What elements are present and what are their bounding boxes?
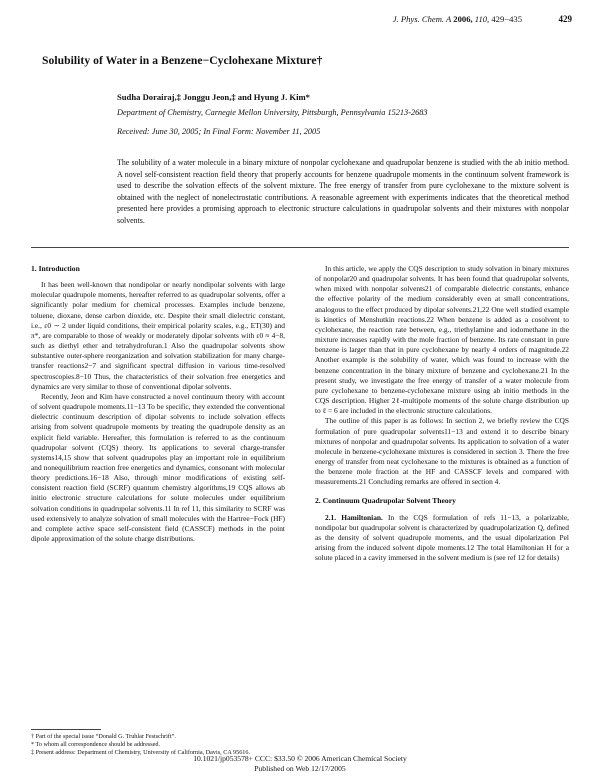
received-dates: Received: June 30, 2005; In Final Form: November 11, 2005 [117,127,321,136]
right-column [315,264,569,563]
journal-volume: 110, [474,14,490,24]
journal-year: 2006, [453,14,473,24]
doi-line: 10.1021/jp053578+ CCC: $33.50 © 2006 American Chemical Society [193,754,407,763]
journal-citation [393,14,522,24]
footnote: † Part of the special issue “Donald G. Truhlar Festschrift”. [31,733,176,740]
subsection-heading: 2.1. Hamiltonian. [325,512,383,522]
footer-published [0,764,600,773]
paragraph: It has been well-known that nondipolar or nearly nondipolar solvents with large molecular quadrupole moments, hereafter referred to as quadrupolar solvents, offer a significantly polar medium for chemical processes. Examples include benzene, toluene, dioxane, dense carbon dioxide, etc. Despite their small dielectric constant, i.e., ε0 ∼ 2 under liquid conditions, their empirical polarity scales, e.g., ET(30) and π*, are comparable to those of weakly or moderately dipolar solvents with ε0 ≈ 4−8, such as diethyl ether and tetrahydrofuran.1 Also the quadrupolar solvents show substantive outer-sphere reorganization and solvation stabilization for many charge-transfer reactions2−7 and significant spectral diffusion in various time-resolved spectroscopies.8−10 Thus, the characteristics of their solvation free energetics and dynamics are very similar to those of conventional dipolar solvents. [31,280,285,391]
paragraph: In this article, we apply the CQS description to study solvation in binary mixtures of nonpolar20 and quadrupolar solvents. It has been found that quadrupolar solvents, when mixed with nonpolar solvents21 of comparable dielectric constants, enhance the effective polarity of the medium considerably even at small concentrations, analogous to the effect produced by dipolar solvents.21,22 One well studied example is kinetics of Menshutkin reactions.22 When benzene is added as a cosolvent to cyclohexane, the reaction rate between, e.g., triethylamine and iodomethane in the mixture increases rapidly with the mole fraction of benzene. Its rate constant in pure benzene is larger than that in pure cyclohexane by nearly 4 orders of magnitude.22 Another example is the solubility of water, which was found to increase with the benzene concentration in the binary mixture of benzene and cyclohexane.21 In the present study, we investigate the free energy of transfer of a water molecule from pure cyclohexane to benzene-cyclohexane mixture using ab initio methods in the CQS description. Higher 2ℓ-multipole moments of the solute charge distribution up to ℓ = 6 are included in the electronic structure calculations. [315,264,569,416]
running-header [0,14,600,28]
footnote-divider [31,729,101,730]
abstract: The solubility of a water molecule in a binary mixture of nonpolar cyclohexane and quadrupolar benzene is studied with the ab initio method. A novel self-consistent reaction field theory that properly accounts for benzene quadrupole moments in the continuum solvent framework is used to describe the solvation effects of the solvent mixture. The free energy of transfer from pure cyclohexane to the mixture solvent is obtained with the neglect of nonelectrostatic contributions. A reasonable agreement with experiments indicates that the theoretical method presented here provides a promising approach to electronic structure calculations in quadrupolar solvents and their mixtures with nonpolar solvents. [117,158,569,225]
affiliation: Department of Chemistry, Carnegie Mellon University, Pittsburgh, Pennsylvania 15213-2683 [117,108,428,117]
footer-doi [0,754,600,763]
published-date: Published on Web 12/17/2005 [254,764,346,773]
abstract-divider [31,247,569,248]
section-heading-introduction: 1. Introduction [31,264,80,273]
subsection-text: In the CQS formulation of refs 11−13, a polarizable, nondipolar but quadrupolar solvent is characterized by quadrupolarization Q, defined as the density of solvent quadrupole moments, and the usual dipolarization Pel arising from the induced solvent dipole moments.12 The total Hamiltonian H for a solute placed in a cavity immersed in the solvent medium is (see ref 12 for details) [315,512,569,563]
journal-pages: 429−435 [491,14,522,24]
section-heading-cqs-theory: 2. Continuum Quadrupolar Solvent Theory [315,496,456,506]
article-title: Solubility of Water in a Benzene−Cyclohexane Mixture† [42,54,323,67]
author-list: Sudha Dorairaj,‡ Jonggu Jeon,‡ and Hyung J. Kim* [117,92,310,102]
footnote: ‡ Present address: Department of Chemistry, University of California, Davis, CA 95616. [31,749,251,757]
page-number: 429 [558,14,572,24]
paragraph: Recently, Jeon and Kim have constructed a novel continuum theory with account of solvent quadrupole moments.11−13 To be specific, they extended the conventional dielectric continuum description of dipolar solvents to include solvation effects arising from solvent quadrupole moments by treating the quadrupole density as an explicit field variable. Hereafter, this formulation is referred to as the continuum quadrupolar solvent (CQS) theory. Its applications to several charge-transfer systems14,15 show that solvent quadrupoles play an important role in equilibrium and nonequilibrium reaction free energetics and dynamics, consonant with molecular theory predictions.16−18 Also, through minor modifications of existing self-consistent reaction field (SCRF) quantum chemistry algorithms,19 CQS allows ab initio electronic structure calculations for solute molecules under equilibrium solvation conditions in quadrupolar solvents.11 In ref 11, this similarity to SCRF was used extensively to analyze solvation of small molecules with the Hartree−Fock (HF) and complete active space self-consistent field (CASSCF) methods in the point dipole approximation of the solute charge distributions. [31,391,285,544]
footnote: * To whom all correspondence should be addressed. [31,741,161,749]
paragraph: The outline of this paper is as follows: In section 2, we briefly review the CQS formulation of pure quadrupolar solvents11−13 and extend it to describe binary mixtures of nonpolar and quadrupolar solvents. Its application to solvation of a water molecule in benzene-cyclohexane mixtures is considered in section 3. There the free energy of transfer from neat cyclohexane to the mixtures is obtained as a function of the benzene mole fraction at the HF and CASSCF levels and compared with measurements.21 Concluding remarks are offered in section 4. [315,416,569,487]
subsection-paragraph [315,513,569,564]
journal-name: J. Phys. Chem. A [392,14,452,24]
left-column [31,264,285,544]
